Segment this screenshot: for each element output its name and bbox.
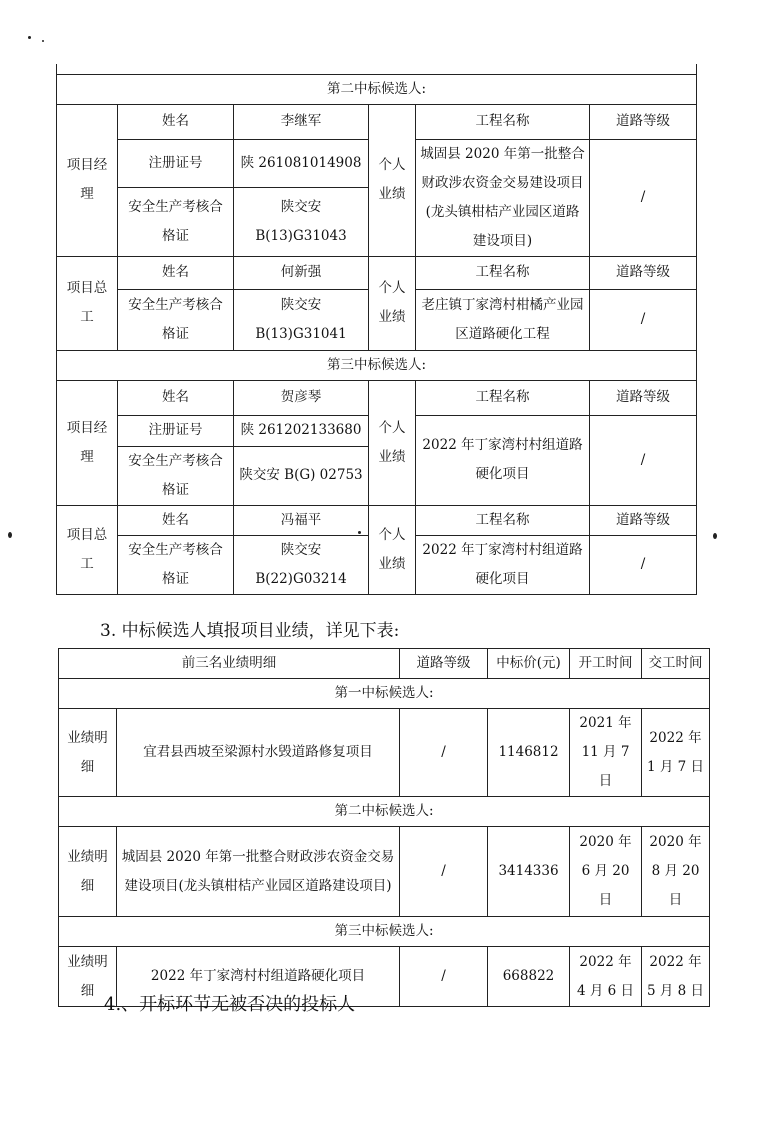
section-4-heading: 4.、开标环节无被否决的投标人 [104, 994, 356, 1015]
candidate-2-header: 第二中标候选人: [59, 797, 710, 827]
perf-project: 2022 年丁家湾村村组道路硬化项目 [117, 947, 400, 1007]
safety-label: 安全生产考核合格证 [118, 446, 234, 505]
perf-detail-label: 业绩明细 [59, 709, 117, 797]
pm-project: 城固县 2020 年第一批整合财政涉农资金交易建设项目(龙头镇柑桔产业园区道路建设项目) [416, 139, 590, 256]
name-label: 姓名 [118, 380, 234, 415]
perf-project: 城固县 2020 年第一批整合财政涉农资金交易建设项目(龙头镇柑桔产业园区道路建设项目) [117, 827, 400, 917]
te-project: 老庄镇丁家湾村柑橘产业园区道路硬化工程 [416, 289, 590, 350]
pm-project: 2022 年丁家湾村村组道路硬化项目 [416, 415, 590, 505]
table-row [59, 827, 710, 917]
staff-table [56, 64, 697, 595]
table-row [59, 709, 710, 797]
road-grade-label: 道路等级 [590, 380, 697, 415]
te-safety-cert: 陕交安 B(22)G03214 [234, 535, 369, 594]
perf-end: 2020 年 8 月 20 日 [642, 827, 710, 917]
candidate-1-header: 第一中标候选人: [59, 679, 710, 709]
perf-grade: / [400, 827, 488, 917]
pm-name: 贺彦琴 [234, 380, 369, 415]
perf-project: 宜君县西坡至梁源村水毁道路修复项目 [117, 709, 400, 797]
te-role-label: 项目总工 [57, 256, 118, 350]
road-grade-label: 道路等级 [590, 104, 697, 139]
scan-speck [42, 40, 44, 42]
perf-grade: / [400, 709, 488, 797]
desc-header: 前三名业绩明细 [59, 649, 400, 679]
candidate-header-row [59, 917, 710, 947]
perf-label: 个人业绩 [369, 380, 416, 505]
pm-safety-cert: 陕交安 B(G) 02753 [234, 446, 369, 505]
scan-speck [8, 532, 12, 538]
performance-header-row [59, 649, 710, 679]
safety-label: 安全生产考核合格证 [118, 289, 234, 350]
end-header: 交工时间 [642, 649, 710, 679]
candidate-2-header-row [57, 74, 697, 104]
name-label: 姓名 [118, 505, 234, 535]
pm-role-label: 项目经理 [57, 380, 118, 505]
pm-grade: / [590, 139, 697, 256]
start-header: 开工时间 [570, 649, 642, 679]
candidate-3-header: 第三中标候选人: [59, 917, 710, 947]
pm-reg-number: 陕 261081014908 [234, 139, 369, 187]
reg-label: 注册证号 [118, 415, 234, 446]
project-name-label: 工程名称 [416, 380, 590, 415]
candidate-2-header: 第二中标候选人: [57, 74, 697, 104]
road-grade-label: 道路等级 [590, 256, 697, 289]
te-project: 2022 年丁家湾村村组道路硬化项目 [416, 535, 590, 594]
safety-label: 安全生产考核合格证 [118, 535, 234, 594]
name-label: 姓名 [118, 104, 234, 139]
performance-table [58, 648, 710, 1007]
grade-header: 道路等级 [400, 649, 488, 679]
perf-start: 2022 年 4 月 6 日 [570, 947, 642, 1007]
name-label: 姓名 [118, 256, 234, 289]
perf-start: 2021 年 11 月 7 日 [570, 709, 642, 797]
scan-speck [713, 533, 717, 539]
perf-price: 668822 [488, 947, 570, 1007]
perf-label: 个人业绩 [369, 256, 416, 350]
pm-safety-cert: 陕交安 B(13)G31043 [234, 187, 369, 256]
te-grade: / [590, 289, 697, 350]
perf-start: 2020 年 6 月 20 日 [570, 827, 642, 917]
te-name: 冯福平 [234, 505, 369, 535]
price-header: 中标价(元) [488, 649, 570, 679]
te-role-label: 项目总工 [57, 505, 118, 594]
te-grade: / [590, 535, 697, 594]
candidate-header-row [59, 797, 710, 827]
te-safety-cert: 陕交安 B(13)G31041 [234, 289, 369, 350]
road-grade-label: 道路等级 [590, 505, 697, 535]
pm-name: 李继军 [234, 104, 369, 139]
project-name-label: 工程名称 [416, 104, 590, 139]
section-3-heading: 3. 中标候选人填报项目业绩，详见下表: [100, 621, 400, 641]
perf-label: 个人业绩 [369, 104, 416, 256]
project-name-label: 工程名称 [416, 256, 590, 289]
te-name: 何新强 [234, 256, 369, 289]
reg-label: 注册证号 [118, 139, 234, 187]
pm-reg-number: 陕 261202133680 [234, 415, 369, 446]
perf-end: 2022 年 5 月 8 日 [642, 947, 710, 1007]
candidate-3-header-row [57, 350, 697, 380]
perf-detail-label: 业绩明细 [59, 827, 117, 917]
safety-label: 安全生产考核合格证 [118, 187, 234, 256]
scan-speck [28, 36, 31, 39]
candidate-3-header: 第三中标候选人: [57, 350, 697, 380]
perf-grade: / [400, 947, 488, 1007]
perf-price: 1146812 [488, 709, 570, 797]
perf-detail-label: 业绩明细 [59, 947, 117, 1007]
perf-label: 个人业绩 [369, 505, 416, 594]
perf-price: 3414336 [488, 827, 570, 917]
pm-role-label: 项目经理 [57, 104, 118, 256]
pm-grade: / [590, 415, 697, 505]
project-name-label: 工程名称 [416, 505, 590, 535]
scan-speck [358, 531, 361, 534]
perf-end: 2022 年 1 月 7 日 [642, 709, 710, 797]
candidate-header-row [59, 679, 710, 709]
